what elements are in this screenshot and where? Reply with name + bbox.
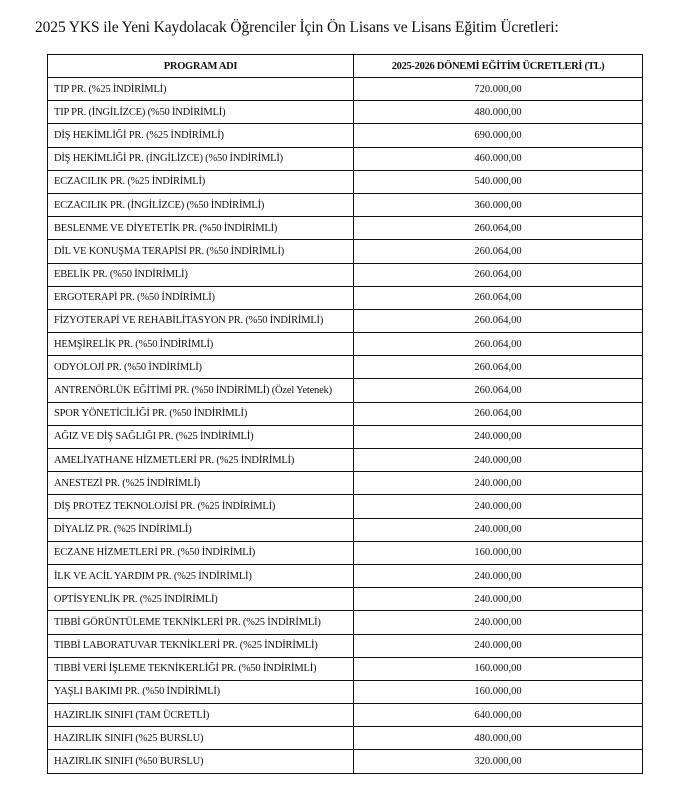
table-row [48, 170, 643, 193]
program-name-cell: ERGOTERAPİ PR. (%50 İNDİRİMLİ) [48, 286, 354, 309]
tuition-fee-cell: 240.000,00 [354, 425, 643, 448]
program-name-cell: HAZIRLIK SINIFI (TAM ÜCRETLİ) [48, 704, 354, 727]
tuition-fee-cell: 260.064,00 [354, 356, 643, 379]
table-row [48, 240, 643, 263]
document-title: 2025 YKS ile Yeni Kaydolacak Öğrenciler İçin Ön Lisans ve Lisans Eğitim Ücretleri: [35, 19, 559, 36]
table-row [48, 217, 643, 240]
tuition-fee-cell: 260.064,00 [354, 402, 643, 425]
table-row [48, 124, 643, 147]
program-name-cell: HAZIRLIK SINIFI (%50 BURSLU) [48, 750, 354, 773]
tuition-fee-cell: 240.000,00 [354, 518, 643, 541]
tuition-fee-cell: 260.064,00 [354, 333, 643, 356]
table-row [48, 727, 643, 750]
table-row [48, 402, 643, 425]
program-name-cell: TIBBİ VERİ İŞLEME TEKNİKERLİĞİ PR. (%50 İNDİRİMLİ) [48, 657, 354, 680]
program-name-cell: DİŞ HEKİMLİĞİ PR. (İNGİLİZCE) (%50 İNDİRİMLİ) [48, 147, 354, 170]
table-row [48, 564, 643, 587]
table-row [48, 611, 643, 634]
program-name-cell: ODYOLOJİ PR. (%50 İNDİRİMLİ) [48, 356, 354, 379]
tuition-fee-cell: 240.000,00 [354, 634, 643, 657]
program-name-cell: SPOR YÖNETİCİLİĞİ PR. (%50 İNDİRİMLİ) [48, 402, 354, 425]
tuition-fee-cell: 240.000,00 [354, 449, 643, 472]
tuition-fee-cell: 690.000,00 [354, 124, 643, 147]
program-name-cell: HAZIRLIK SINIFI (%25 BURSLU) [48, 727, 354, 750]
program-name-cell: OPTİSYENLİK PR. (%25 İNDİRİMLİ) [48, 588, 354, 611]
program-name-cell: HEMŞİRELİK PR. (%50 İNDİRİMLİ) [48, 333, 354, 356]
table-row [48, 101, 643, 124]
tuition-fee-cell: 160.000,00 [354, 541, 643, 564]
tuition-fee-cell: 640.000,00 [354, 704, 643, 727]
tuition-fee-cell: 240.000,00 [354, 564, 643, 587]
program-name-cell: TIP PR. (İNGİLİZCE) (%50 İNDİRİMLİ) [48, 101, 354, 124]
program-name-cell: FİZYOTERAPİ VE REHABİLİTASYON PR. (%50 İNDİRİMLİ) [48, 309, 354, 332]
table-row [48, 518, 643, 541]
table-row [48, 263, 643, 286]
table-row [48, 704, 643, 727]
column-header-fee: 2025-2026 DÖNEMİ EĞİTİM ÜCRETLERİ (TL) [354, 55, 643, 78]
tuition-fee-table [47, 54, 643, 774]
program-name-cell: ECZACILIK PR. (%25 İNDİRİMLİ) [48, 170, 354, 193]
tuition-fee-cell: 260.064,00 [354, 379, 643, 402]
table-row [48, 147, 643, 170]
tuition-fee-cell: 240.000,00 [354, 611, 643, 634]
program-name-cell: DİŞ PROTEZ TEKNOLOJİSİ PR. (%25 İNDİRİMLİ) [48, 495, 354, 518]
table-row [48, 750, 643, 773]
tuition-fee-cell: 540.000,00 [354, 170, 643, 193]
tuition-fee-cell: 160.000,00 [354, 657, 643, 680]
program-name-cell: AĞIZ VE DİŞ SAĞLIĞI PR. (%25 İNDİRİMLİ) [48, 425, 354, 448]
tuition-fee-cell: 460.000,00 [354, 147, 643, 170]
table-row [48, 333, 643, 356]
tuition-fee-cell: 240.000,00 [354, 495, 643, 518]
tuition-fee-cell: 260.064,00 [354, 263, 643, 286]
program-name-cell: ANESTEZİ PR. (%25 İNDİRİMLİ) [48, 472, 354, 495]
program-name-cell: YAŞLI BAKIMI PR. (%50 İNDİRİMLİ) [48, 680, 354, 703]
table-body [48, 78, 643, 774]
tuition-fee-cell: 320.000,00 [354, 750, 643, 773]
program-name-cell: DİYALİZ PR. (%25 İNDİRİMLİ) [48, 518, 354, 541]
table-row [48, 379, 643, 402]
program-name-cell: BESLENME VE DİYETETİK PR. (%50 İNDİRİMLİ) [48, 217, 354, 240]
program-name-cell: DİL VE KONUŞMA TERAPİSİ PR. (%50 İNDİRİMLİ) [48, 240, 354, 263]
tuition-fee-cell: 260.064,00 [354, 217, 643, 240]
tuition-fee-cell: 160.000,00 [354, 680, 643, 703]
table-header-row [48, 55, 643, 78]
tuition-fee-cell: 480.000,00 [354, 101, 643, 124]
tuition-fee-cell: 360.000,00 [354, 193, 643, 216]
table-row [48, 541, 643, 564]
program-name-cell: TIBBİ GÖRÜNTÜLEME TEKNİKLERİ PR. (%25 İNDİRİMLİ) [48, 611, 354, 634]
table-row [48, 634, 643, 657]
program-name-cell: TIP PR. (%25 İNDİRİMLİ) [48, 78, 354, 101]
table-row [48, 309, 643, 332]
table-row [48, 472, 643, 495]
tuition-fee-cell: 260.064,00 [354, 286, 643, 309]
table-row [48, 449, 643, 472]
tuition-fee-cell: 260.064,00 [354, 240, 643, 263]
tuition-fee-cell: 240.000,00 [354, 472, 643, 495]
tuition-fee-cell: 240.000,00 [354, 588, 643, 611]
program-name-cell: İLK VE ACİL YARDIM PR. (%25 İNDİRİMLİ) [48, 564, 354, 587]
tuition-fee-cell: 720.000,00 [354, 78, 643, 101]
table-row [48, 425, 643, 448]
column-header-program: PROGRAM ADI [48, 55, 354, 78]
tuition-fee-cell: 260.064,00 [354, 309, 643, 332]
program-name-cell: ECZANE HİZMETLERİ PR. (%50 İNDİRİMLİ) [48, 541, 354, 564]
table-row [48, 356, 643, 379]
program-name-cell: DİŞ HEKİMLİĞİ PR. (%25 İNDİRİMLİ) [48, 124, 354, 147]
table-row [48, 588, 643, 611]
table-row [48, 78, 643, 101]
tuition-fee-cell: 480.000,00 [354, 727, 643, 750]
program-name-cell: ECZACILIK PR. (İNGİLİZCE) (%50 İNDİRİMLİ) [48, 193, 354, 216]
table-row [48, 495, 643, 518]
table-row [48, 680, 643, 703]
program-name-cell: EBELİK PR. (%50 İNDİRİMLİ) [48, 263, 354, 286]
table-row [48, 193, 643, 216]
program-name-cell: ANTRENÖRLÜK EĞİTİMİ PR. (%50 İNDİRİMLİ) (Özel Yetenek) [48, 379, 354, 402]
program-name-cell: AMELİYATHANE HİZMETLERİ PR. (%25 İNDİRİMLİ) [48, 449, 354, 472]
program-name-cell: TIBBİ LABORATUVAR TEKNİKLERİ PR. (%25 İNDİRİMLİ) [48, 634, 354, 657]
table-row [48, 657, 643, 680]
table-row [48, 286, 643, 309]
